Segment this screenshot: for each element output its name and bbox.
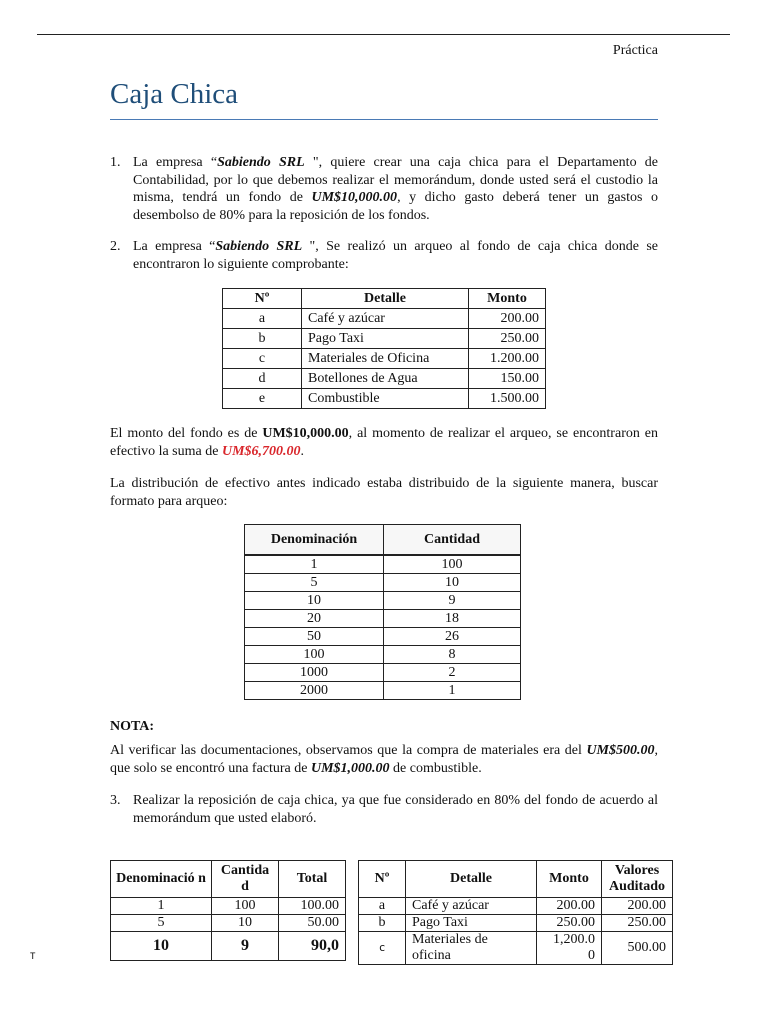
table-cell: 10: [111, 932, 212, 961]
vouchers-table: [222, 288, 546, 409]
table-cell: 100: [212, 898, 279, 915]
table-row: [245, 574, 521, 592]
table-cell: 90,0: [279, 932, 346, 961]
table-row: [245, 628, 521, 646]
list-item-3: [110, 792, 658, 827]
text-run: ", Se realizó un arqueo al fondo de caja chica donde se encontraron lo siguiente comprobante:: [133, 239, 658, 272]
invoice-amount: UM$1,000.00: [310, 760, 390, 776]
column-header: Detalle: [302, 289, 469, 309]
text-run: , que solo se encontró una factura de: [110, 743, 658, 776]
table-cell: 9: [212, 932, 279, 961]
header-rule: [37, 34, 730, 35]
table-cell: a: [359, 898, 406, 915]
table-cell: 200.00: [602, 898, 673, 915]
table-cell: 26: [384, 628, 521, 646]
table-row: [245, 592, 521, 610]
nota-paragraph: [110, 742, 658, 777]
table-cell: 18: [384, 610, 521, 628]
table-header-row: [223, 289, 546, 309]
table-cell: a: [223, 309, 302, 329]
table-cell: 50: [245, 628, 384, 646]
table-row: [245, 682, 521, 700]
table-cell: 1.200.00: [469, 349, 546, 369]
column-header: Nº: [359, 861, 406, 898]
table-cell: 5: [245, 574, 384, 592]
table-cell: 2000: [245, 682, 384, 700]
fund-amount: UM$10,000.00: [311, 190, 398, 205]
text-run: , al momento de realizar el arqueo, se encontraron en efectivo la suma de: [110, 426, 658, 459]
table-cell: Pago Taxi: [302, 329, 469, 349]
table-cell: 1: [245, 555, 384, 574]
header-label: Práctica: [612, 43, 658, 58]
column-header: Monto: [469, 289, 546, 309]
table-row: [245, 555, 521, 574]
table-cell: 1: [384, 682, 521, 700]
table-cell: c: [359, 932, 406, 965]
table-cell: 1: [111, 898, 212, 915]
table-cell: 250.00: [469, 329, 546, 349]
table-cell: 200.00: [469, 309, 546, 329]
column-header: Monto: [537, 861, 602, 898]
table-header-row: [245, 525, 521, 556]
list-item-1: [110, 154, 658, 224]
table-row: [111, 915, 346, 932]
table-row: [223, 389, 546, 409]
list-number: 1.: [110, 155, 121, 170]
table-cell: 500.00: [602, 932, 673, 965]
table-cell: Combustible: [302, 389, 469, 409]
column-header: Total: [279, 861, 346, 898]
table-cell: 100: [245, 646, 384, 664]
table-row: [359, 898, 673, 915]
table-cell: c: [223, 349, 302, 369]
text-run: de combustible.: [389, 760, 482, 776]
table-cell: 20: [245, 610, 384, 628]
table-cell: Café y azúcar: [302, 309, 469, 329]
table-cell: Materiales de Oficina: [302, 349, 469, 369]
table-row: [223, 329, 546, 349]
text-run: ", quiere crear una caja chica para el Departamento de Contabilidad, por lo que debemos realizar el memorándum, donde usted será el custodio la misma, tendrá un fondo de: [133, 155, 659, 205]
table-cell: 250.00: [537, 915, 602, 932]
column-header: Cantidad: [384, 525, 521, 556]
text-run: , y dicho gasto deberá tener un gastos o desembolso de 80% para la reposición de los fondos.: [133, 190, 658, 223]
title-underline: [110, 119, 658, 120]
table-cell: 8: [384, 646, 521, 664]
denomination-table: [244, 524, 521, 700]
table-cell: 5: [111, 915, 212, 932]
table-cell: b: [359, 915, 406, 932]
table-cell: b: [223, 329, 302, 349]
table-cell: 50.00: [279, 915, 346, 932]
table-row: [245, 664, 521, 682]
company-name: Sabiendo SRL: [217, 155, 305, 170]
company-name: Sabiendo SRL: [215, 239, 303, 254]
table-cell: 9: [384, 592, 521, 610]
table-cell: 1,200.0 0: [537, 932, 602, 965]
count-table: [110, 860, 346, 961]
column-header: Nº: [223, 289, 302, 309]
table-row: [111, 932, 346, 961]
page-title: Caja Chica: [110, 78, 239, 110]
table-cell: 10: [384, 574, 521, 592]
column-header: Denominación: [245, 525, 384, 556]
cash-amount: UM$6,700.00: [221, 443, 301, 459]
list-number: 2.: [110, 239, 121, 254]
table-cell: Botellones de Agua: [302, 369, 469, 389]
margin-mark: T: [30, 952, 36, 962]
table-row: [223, 309, 546, 329]
column-header: Denominació n: [111, 861, 212, 898]
text-run: El monto del fondo es de: [110, 426, 263, 441]
table-cell: 200.00: [537, 898, 602, 915]
column-header: Detalle: [406, 861, 537, 898]
table-cell: 1000: [245, 664, 384, 682]
list-number: 3.: [110, 793, 121, 808]
table-cell: 100.00: [279, 898, 346, 915]
table-cell: Café y azúcar: [406, 898, 537, 915]
text-run: La empresa “: [133, 239, 216, 254]
fund-amount: UM$10,000.00: [262, 426, 349, 441]
list-item-2: [110, 238, 658, 273]
table-cell: e: [223, 389, 302, 409]
table-header-row: [359, 861, 673, 898]
table-cell: 10: [212, 915, 279, 932]
fund-paragraph: [110, 425, 658, 460]
table-row: [223, 369, 546, 389]
audit-table: [358, 860, 673, 965]
table-cell: 150.00: [469, 369, 546, 389]
text-run: Al verificar las documentaciones, observamos que la compra de materiales era del: [110, 743, 587, 758]
table-row: [111, 898, 346, 915]
table-row: [359, 915, 673, 932]
table-row: [223, 349, 546, 369]
text-run: La empresa “: [133, 155, 218, 170]
list-item-body: Realizar la reposición de caja chica, ya que fue considerado en 80% del fondo de acuerdo al memorándum que usted elaboró.: [133, 793, 658, 826]
list-item-body: [133, 238, 658, 273]
column-header: Cantida d: [212, 861, 279, 898]
table-row: [359, 932, 673, 965]
table-cell: 100: [384, 555, 521, 574]
text-run: .: [300, 443, 305, 459]
table-cell: Pago Taxi: [406, 915, 537, 932]
table-row: [245, 610, 521, 628]
table-cell: 250.00: [602, 915, 673, 932]
table-cell: d: [223, 369, 302, 389]
materials-amount: UM$500.00: [586, 743, 655, 758]
list-item-body: [133, 154, 658, 224]
table-cell: 1.500.00: [469, 389, 546, 409]
table-header-row: [111, 861, 346, 898]
table-cell: Materiales de oficina: [406, 932, 537, 965]
nota-title: NOTA:: [110, 719, 155, 734]
table-cell: 2: [384, 664, 521, 682]
column-header: Valores Auditado: [602, 861, 673, 898]
table-row: [245, 646, 521, 664]
distribution-paragraph: La distribución de efectivo antes indicado estaba distribuido de la siguiente manera, buscar formato para arqueo:: [110, 476, 658, 509]
table-cell: 10: [245, 592, 384, 610]
